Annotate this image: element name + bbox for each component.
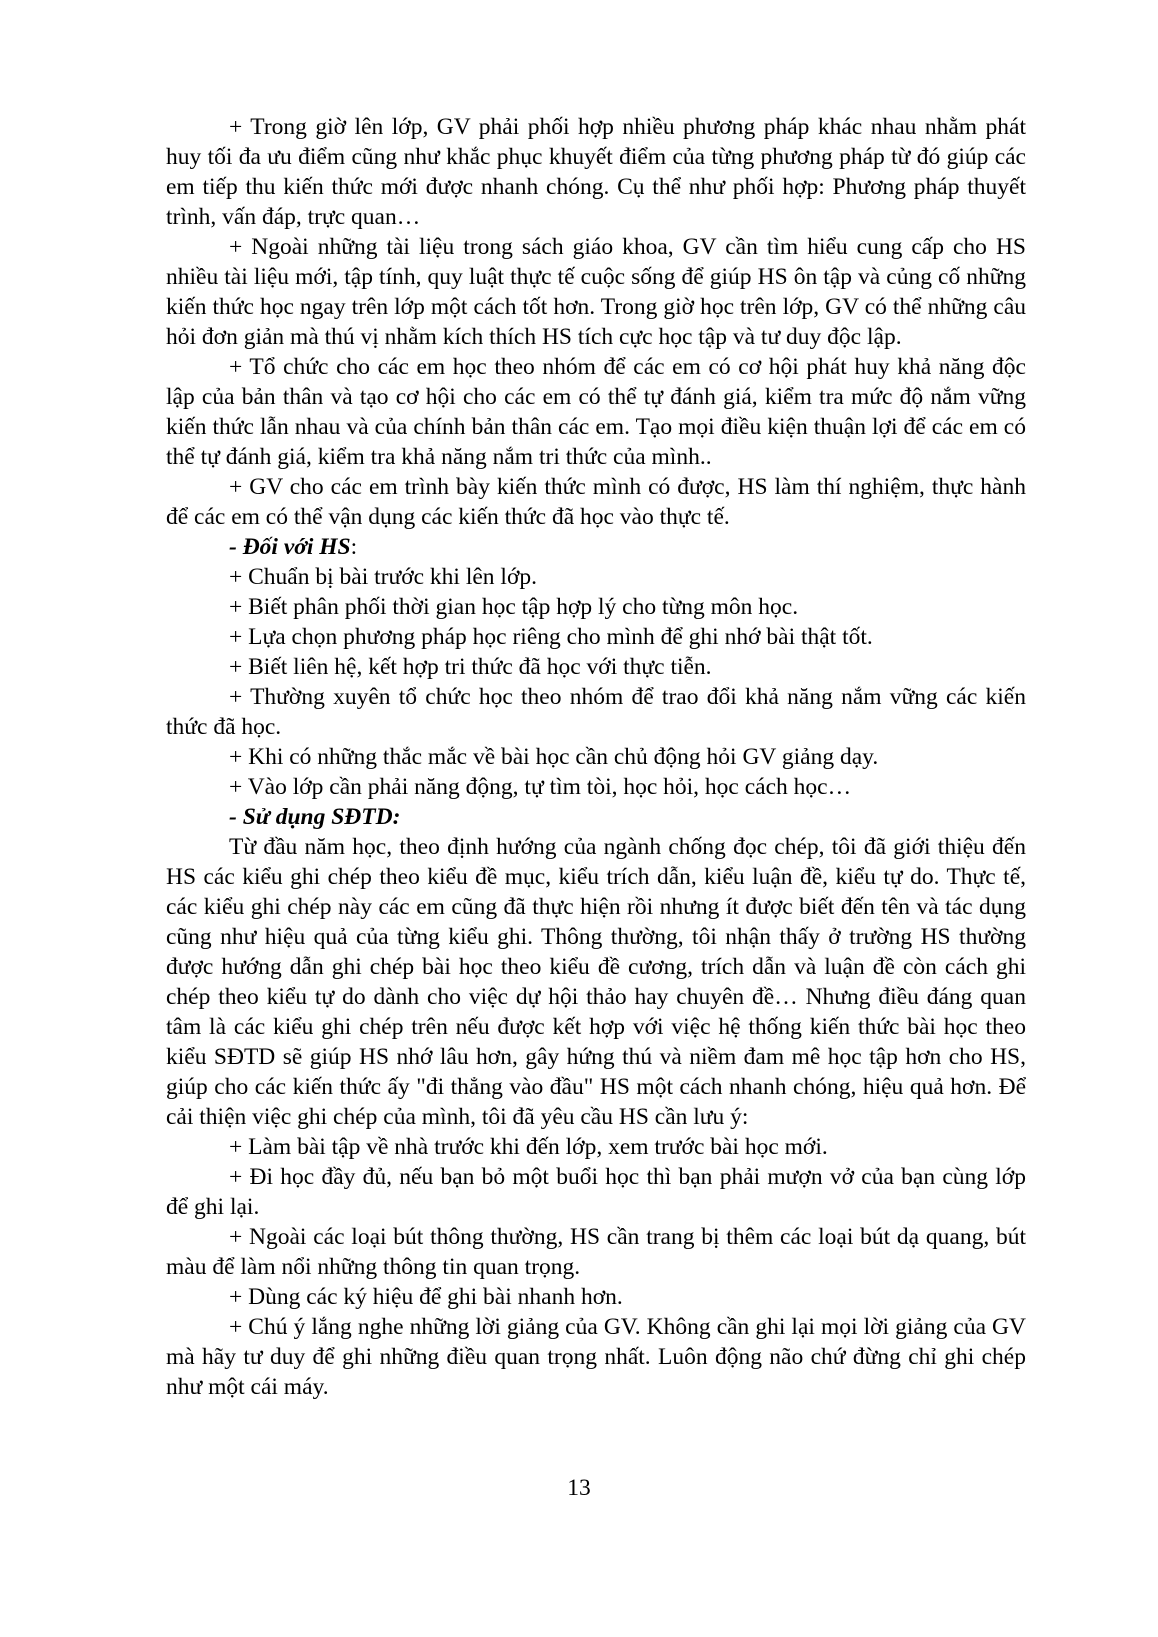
- list-item: + Khi có những thắc mắc về bài học cần chủ động hỏi GV giảng dạy.: [229, 744, 879, 770]
- list-item: + Vào lớp cần phải năng động, tự tìm tòi, học hỏi, học cách học…: [229, 774, 852, 800]
- list-item: + Biết phân phối thời gian học tập hợp lý cho từng môn học.: [229, 594, 799, 620]
- list-item: + Thường xuyên tổ chức học theo nhóm để trao đổi khả năng nắm vững các kiến thức đã học.: [166, 684, 1026, 740]
- paragraph: + Trong giờ lên lớp, GV phải phối hợp nhiều phương pháp khác nhau nhằm phát huy tối đa ưu điểm cũng như khắc phục khuyết điểm của từng phương pháp từ đó giúp các em tiếp thu kiến thức mới được nhanh chóng. Cụ thể như phối hợp: Phương pháp thuyết trình, vấn đáp, trực quan…: [166, 114, 1026, 230]
- list-item: + Lựa chọn phương pháp học riêng cho mình để ghi nhớ bài thật tốt.: [229, 624, 873, 650]
- list-item: + Đi học đầy đủ, nếu bạn bỏ một buổi học thì bạn phải mượn vở của bạn cùng lớp để ghi lại.: [166, 1164, 1026, 1220]
- paragraph: + Tổ chức cho các em học theo nhóm để các em có cơ hội phát huy khả năng độc lập của bản thân và tạo cơ hội cho các em có thể tự đánh giá, kiểm tra mức độ nắm vững kiến thức lẫn nhau và của chính bản thân các em. Tạo mọi điều kiện thuận lợi để các em có thể tự đánh giá, kiểm tra khả năng nắm tri thức của mình..: [166, 354, 1026, 470]
- section-heading-hs-text: - Đối với HS: [229, 534, 351, 560]
- section-heading-hs-suffix: :: [350, 534, 358, 560]
- paragraph: + GV cho các em trình bày kiến thức mình có được, HS làm thí nghiệm, thực hành để các em có thể vận dụng các kiến thức đã học vào thực tế.: [166, 474, 1026, 530]
- list-item: + Chú ý lắng nghe những lời giảng của GV. Không cần ghi lại mọi lời giảng của GV mà hãy tư duy để ghi những điều quan trọng nhất. Luôn động não chứ đừng chỉ ghi chép như một cái máy.: [166, 1314, 1026, 1400]
- section-heading-hs: [166, 532, 1026, 562]
- paragraph: Từ đầu năm học, theo định hướng của ngành chống đọc chép, tôi đã giới thiệu đến HS các kiểu ghi chép theo kiểu đề mục, kiểu trích dẫn, kiểu luận đề, kiểu tự do. Thực tế, các kiểu ghi chép này các em cũng đã thực hiện rồi nhưng ít được biết đến tên và tác dụng cũng như hiệu quả của từng kiểu ghi. Thông thường, tôi nhận thấy ở trường HS thường được hướng dẫn ghi chép bài học theo kiểu đề cương, trích dẫn và luận đề còn cách ghi chép theo kiểu tự do dành cho việc dự hội thảo hay chuyên đề… Nhưng điều đáng quan tâm là các kiểu ghi chép trên nếu được kết hợp với việc hệ thống kiến thức bài học theo kiểu SĐTD sẽ giúp HS nhớ lâu hơn, gây hứng thú và niềm đam mê học tập hơn cho HS, giúp cho các kiến thức ấy "đi thẳng vào đầu" HS một cách nhanh chóng, hiệu quả hơn. Để cải thiện việc ghi chép của mình, tôi đã yêu cầu HS cần lưu ý:: [166, 834, 1026, 1130]
- list-item: + Ngoài các loại bút thông thường, HS cần trang bị thêm các loại bút dạ quang, bút màu để làm nổi những thông tin quan trọng.: [166, 1224, 1026, 1280]
- list-item: + Chuẩn bị bài trước khi lên lớp.: [229, 564, 537, 590]
- section-heading-sdtd: [166, 802, 1026, 832]
- page-number: 13: [567, 1475, 591, 1501]
- section-heading-sdtd-text: - Sử dụng SĐTD:: [229, 804, 401, 830]
- list-item: + Làm bài tập về nhà trước khi đến lớp, xem trước bài học mới.: [229, 1134, 828, 1160]
- paragraph: + Ngoài những tài liệu trong sách giáo khoa, GV cần tìm hiểu cung cấp cho HS nhiều tài liệu mới, tập tính, quy luật thực tế cuộc sống để giúp HS ôn tập và củng cố những kiến thức học ngay trên lớp một cách tốt hơn. Trong giờ học trên lớp, GV có thể những câu hỏi đơn giản mà thú vị nhằm kích thích HS tích cực học tập và tư duy độc lập.: [166, 234, 1026, 350]
- list-item: + Dùng các ký hiệu để ghi bài nhanh hơn.: [229, 1284, 623, 1310]
- body-text: [166, 112, 1026, 1402]
- list-item: + Biết liên hệ, kết hợp tri thức đã học với thực tiễn.: [229, 654, 712, 680]
